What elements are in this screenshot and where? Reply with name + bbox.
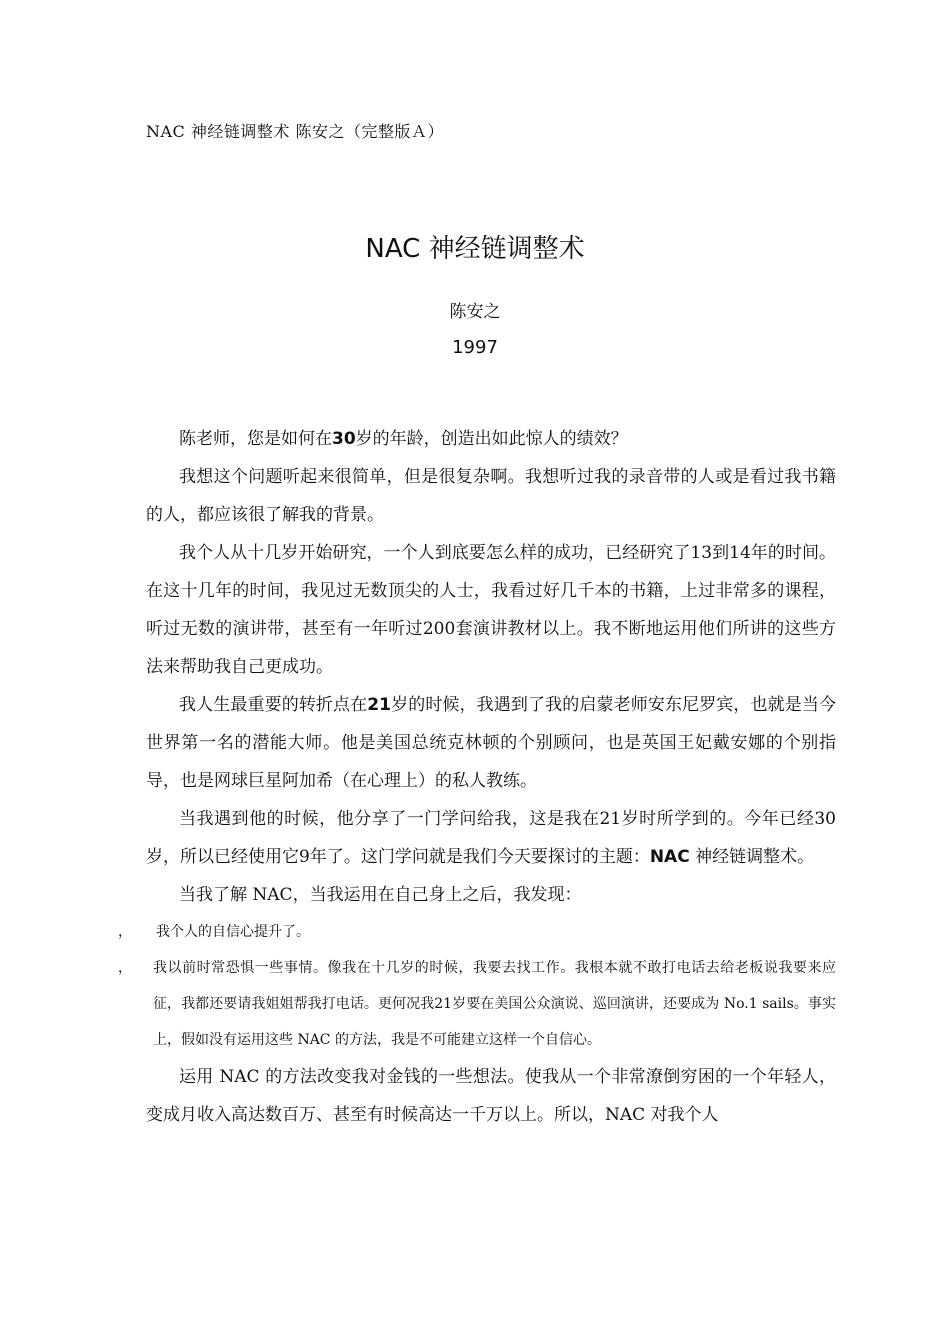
- running-header: NAC 神经链调整术 陈安之（完整版Ａ）: [146, 122, 444, 141]
- paragraph-discovery: 当我了解 NAC，当我运用在自己身上之后，我发现：: [179, 885, 582, 905]
- list-item: [118, 950, 836, 1058]
- paragraph-text: 岁的时候，我遇到了我的启蒙老师安东尼罗宾，也就是当今世界第一名的潜能大师。他是美国总统克林顿的个别顾问，也是英国王妃戴安娜的个别指导，也是网球巨星阿加希（在心理上）的私人教练。: [146, 695, 837, 791]
- paragraph-text: 岁的年龄，创造出如此惊人的绩效？: [355, 429, 628, 449]
- paragraph-text: 神经链调整术。: [689, 847, 815, 867]
- paragraph-nac-intro: [146, 800, 836, 876]
- paragraph-money: 运用 NAC 的方法改变我对金钱的一些想法。使我从一个非常潦倒穷困的一个年轻人，变成月收入高达数百万、甚至有时候高达一千万以上。所以，NAC 对我个人: [146, 1067, 836, 1125]
- paragraph-text: 陈老师，您是如何在: [179, 429, 332, 449]
- bullet-marker: ，: [118, 924, 132, 940]
- bold-number: 21: [367, 695, 391, 715]
- paragraph-turning-point: [146, 686, 836, 800]
- document-author: 陈安之: [449, 302, 501, 322]
- bold-term: NAC: [649, 847, 690, 867]
- paragraph-research: 我个人从十几岁开始研究，一个人到底要怎么样的成功，已经研究了13到14年的时间。在这十几年的时间，我见过无数顶尖的人士，我看过好几千本的书籍，上过非常多的课程，听过无数的演讲带，甚至有一年听过200套演讲教材以上。我不断地运用他们所讲的这些方法来帮助我自己更成功。: [146, 543, 836, 677]
- document-body: [118, 420, 837, 1134]
- list-item-text: 我个人的自信心提升了。: [156, 924, 310, 940]
- list-item: [118, 914, 836, 950]
- paragraph-question: [146, 420, 836, 458]
- document-title: NAC 神经链调整术: [365, 234, 585, 264]
- list-item-text: 我以前时常恐惧一些事情。像我在十几岁的时候，我要去找工作。我根本就不敢打电话去给老板说我要来应征，我都还要请我姐姐帮我打电话。更何况我21岁要在美国公众演说、巡回演讲，还要成为 No.1 sails。事实上，假如没有运用这些 NAC 的方法，我是不可能建立这样一个自信心。: [153, 960, 836, 1048]
- paragraph-text: 当我遇到他的时候，他分享了一门学问给我，这是我在21岁时所学到的。今年已经30岁，所以已经使用它9年了。这门学问就是我们今天要探讨的主题：: [146, 809, 836, 867]
- document-year: 1997: [452, 337, 498, 358]
- bold-number: 30: [332, 429, 356, 449]
- paragraph-text: 我人生最重要的转折点在: [179, 695, 368, 715]
- paragraph-background: 我想这个问题听起来很简单，但是很复杂啊。我想听过我的录音带的人或是看过我书籍的人，都应该很了解我的背景。: [146, 467, 836, 525]
- bullet-marker: ，: [118, 960, 132, 976]
